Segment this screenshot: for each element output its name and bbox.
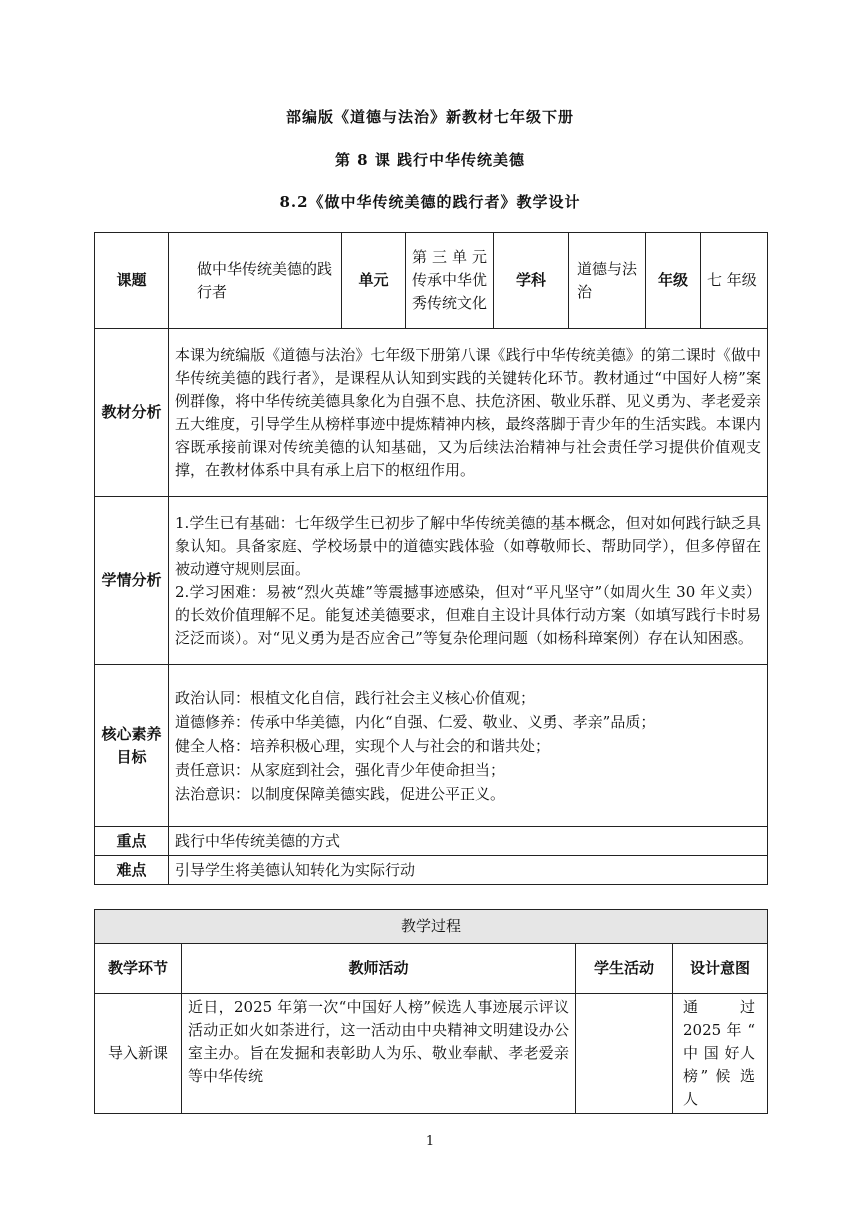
lesson-title: 第 8 课 践行中华传统美德 — [334, 151, 526, 169]
row-teacher-activity: 近日，2025 年第一次“中国好人榜”候选人事迹展示评议活动正如火如荼进行，这一活动由中央精神文明建设办公室主办。旨在发掘和表彰助人为乐、敬业奉献、孝老爱亲等中华传统 — [182, 994, 576, 1114]
row-student-activity — [576, 994, 673, 1114]
goal-item: 责任意识：从家庭到社会，强化青少年使命担当； — [175, 760, 506, 779]
difficult-point-label: 难点 — [95, 856, 169, 885]
row-stage: 导入新课 — [95, 994, 182, 1114]
design-title: 8.2《做中华传统美德的践行者》教学设计 — [279, 193, 581, 211]
material-label: 教材分析 — [95, 329, 169, 497]
goal-label: 核心素养目标 — [95, 665, 169, 827]
info-table — [94, 232, 768, 885]
difficult-point-text: 引导学生将美德认知转化为实际行动 — [169, 856, 768, 885]
student-difficulty: 2.学习困难：易被“烈火英雄”等震撼事迹感染，但对“平凡坚守”（如周火生 30 年义卖）的长效价值理解不足。能复述美德要求，但难自主设计具体行动方案（如填写践行卡时易泛泛而谈）。对“见义勇为是否应舍己”等复杂伦理问题（如杨科璋案例）存在认知困惑。 — [175, 582, 761, 647]
goal-list — [169, 665, 768, 827]
key-point-text: 践行中华传统美德的方式 — [169, 827, 768, 856]
process-title: 教学过程 — [95, 910, 768, 944]
goal-item: 法治意识：以制度保障美德实践，促进公平正义。 — [175, 784, 506, 803]
student-basis: 1.学生已有基础：七年级学生已初步了解中华传统美德的基本概念，但对如何践行缺乏具象认知。具备家庭、学校场景中的道德实践体验（如尊敬师长、帮助同学），但多停留在被动遵守规则层面。 — [175, 513, 761, 578]
goal-item: 道德修养：传承中华美德，内化“自强、仁爱、敬业、义勇、孝亲”品质； — [175, 712, 656, 731]
material-analysis-text: 本课为统编版《道德与法治》七年级下册第八课《践行中华传统美德》的第二课时《做中华传统美德的践行者》，是课程从认知到实践的关键转化环节。教材通过“中国好人榜”案例群像，将中华传统美德具象化为自强不息、扶危济困、敬业乐群、见义勇为、孝老爱亲五大维度，引导学生从榜样事迹中提炼精神内核，最终落脚于青少年的生活实践。本课内容既承接前课对传统美德的认知基础，又为后续法治精神与社会责任学习提供价值观支撑，在教材体系中具有承上启下的枢纽作用。 — [169, 329, 768, 497]
topic-label: 课题 — [95, 233, 169, 329]
col-teacher: 教师活动 — [182, 944, 576, 994]
goal-item: 政治认同：根植文化自信，践行社会主义核心价值观； — [175, 688, 536, 707]
page-number: 1 — [425, 1134, 435, 1149]
col-student: 学生活动 — [576, 944, 673, 994]
subject-label: 学科 — [494, 233, 569, 329]
unit-value: 第三单元 传承中华优秀传统文化 — [406, 233, 494, 329]
student-analysis-text — [169, 497, 768, 665]
grade-label: 年级 — [646, 233, 701, 329]
col-intent: 设计意图 — [673, 944, 768, 994]
col-stage: 教学环节 — [95, 944, 182, 994]
goal-item: 健全人格：培养积极心理，实现个人与社会的和谐共处； — [175, 736, 551, 755]
unit-label: 单元 — [342, 233, 406, 329]
student-analysis-label: 学情分析 — [95, 497, 169, 665]
row-design-intent: 通 过 2025 年 “ 中 国 好人榜” 候 选 人 — [673, 994, 768, 1114]
process-table — [94, 909, 768, 1114]
doc-title: 部编版《道德与法治》新教材七年级下册 — [285, 108, 574, 126]
grade-value: 七 年级 — [701, 233, 768, 329]
topic-value: 做中华传统美德的践行者 — [169, 233, 342, 329]
subject-value: 道德与法治 — [569, 233, 646, 329]
key-point-label: 重点 — [95, 827, 169, 856]
